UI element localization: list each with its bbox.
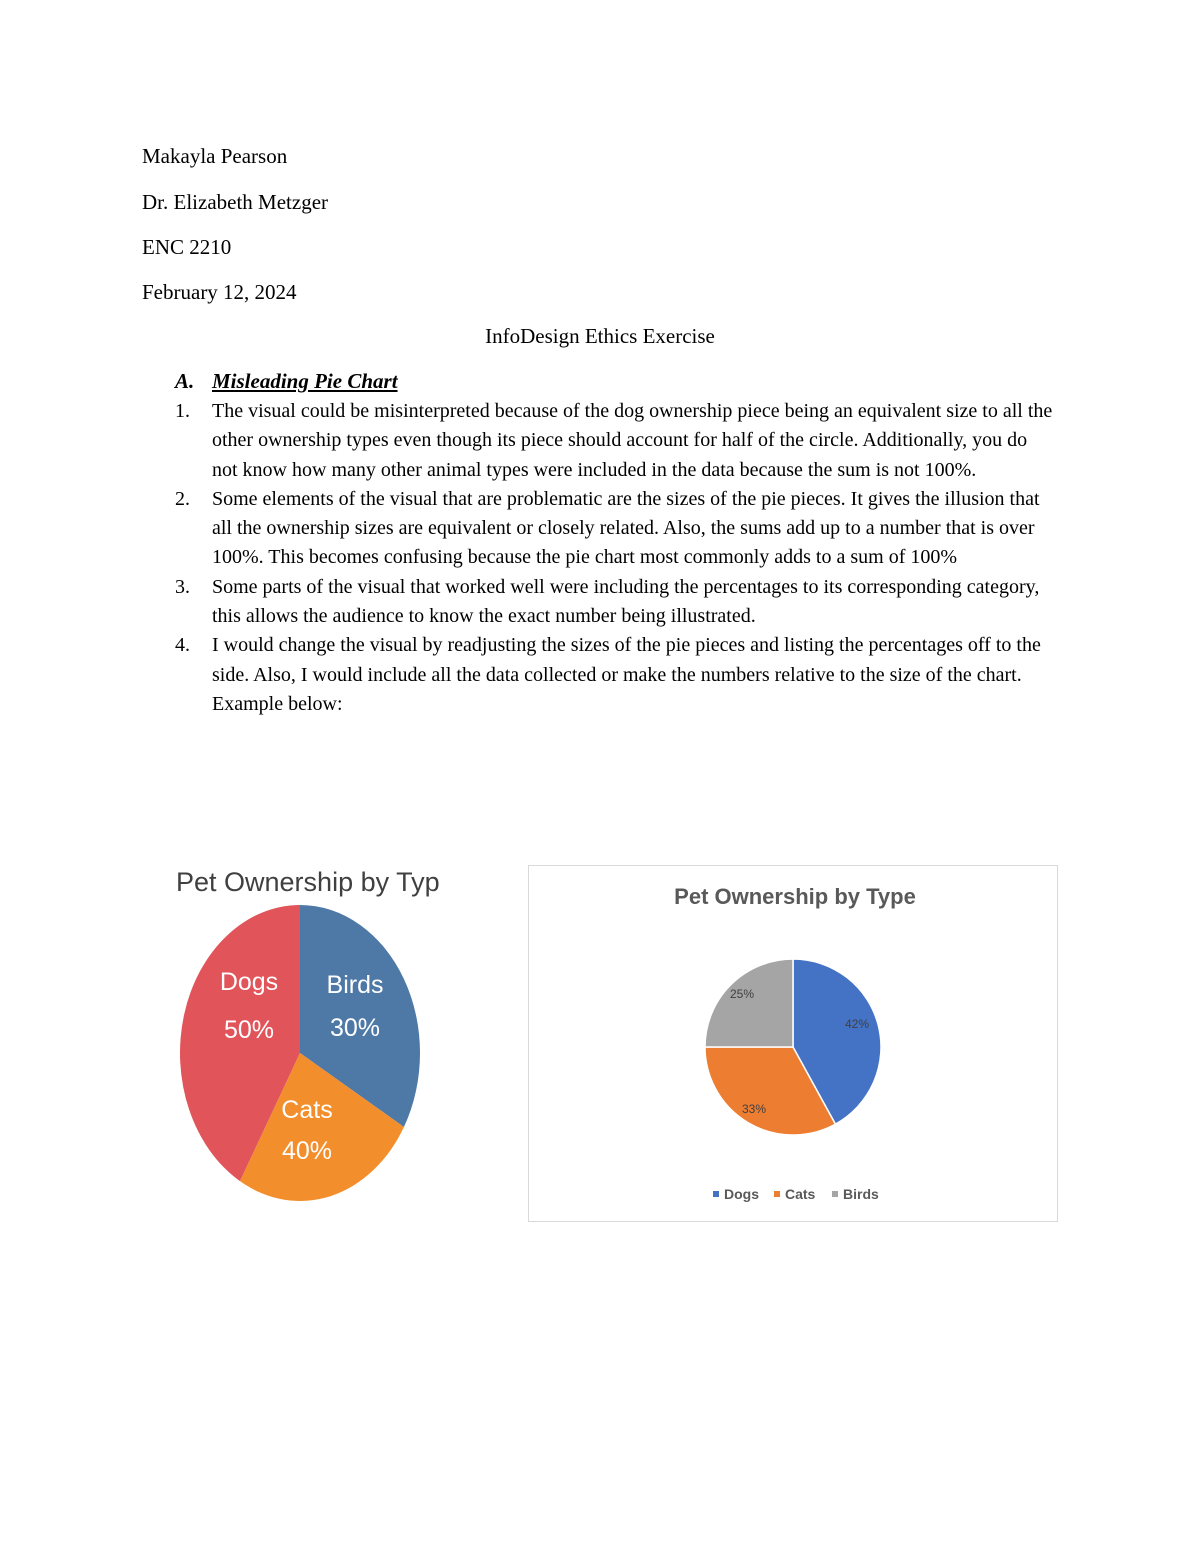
item-number: 2. <box>175 487 190 510</box>
item-text: Some elements of the visual that are problematic are the sizes of the pie pieces. It gives the illusion that all the ownership sizes are equivalent or closely related. Also, the sums add up to a number that is over 100%. This becomes confusing because the pie chart most commonly adds to a sum of 100% <box>212 487 1040 569</box>
slice-label-cats: Cats <box>281 1096 333 1124</box>
slice-value-birds: 30% <box>329 1014 381 1042</box>
slice-value-dogs: 42% <box>844 1017 870 1031</box>
pie-slices <box>705 959 881 1135</box>
list-item <box>175 631 1055 719</box>
document-date: February 12, 2024 <box>142 280 297 304</box>
item-number: 3. <box>175 575 190 598</box>
document-title: InfoDesign Ethics Exercise <box>485 324 715 348</box>
slice-value-cats: 33% <box>741 1102 767 1116</box>
legend-swatch-birds <box>832 1191 838 1197</box>
legend-label-dogs: Dogs <box>724 1186 759 1202</box>
slice-value-dogs: 50% <box>223 1016 275 1044</box>
instructor-name: Dr. Elizabeth Metzger <box>142 190 329 214</box>
legend-label-birds: Birds <box>843 1186 879 1202</box>
pie-slice-birds <box>705 959 793 1047</box>
slice-value-cats: 40% <box>281 1137 333 1165</box>
misleading-pie-svg <box>170 860 440 1210</box>
misleading-pie-chart <box>170 860 440 1210</box>
list-item <box>175 397 1055 485</box>
item-text: Some parts of the visual that worked well were including the percentages to its corresponding category, this allows the audience to know the exact number being illustrated. <box>212 575 1040 628</box>
list-item <box>175 485 1055 573</box>
slice-value-birds: 25% <box>729 987 755 1001</box>
item-number: 1. <box>175 400 190 422</box>
chart-title: Pet Ownership by Type <box>176 867 440 897</box>
item-text: The visual could be misinterpreted because of the dog ownership piece being an equivalent size to all the other ownership types even though its piece should account for half of the circle. Additionally, you do not know how many other animal types were included in the data because the sum is not 100%. <box>212 400 1053 481</box>
item-text: I would change the visual by readjusting the sizes of the pie pieces and listing the percentages off to the side. Also, I would include all the data collected or make the numbers relative to the size of the chart. Example below: <box>212 634 1041 715</box>
legend-swatch-cats <box>774 1191 780 1197</box>
corrected-pie-chart <box>528 865 1058 1222</box>
section-heading <box>175 367 398 395</box>
slice-label-birds: Birds <box>326 971 384 999</box>
chart-title: Pet Ownership by Type <box>674 884 916 909</box>
legend <box>713 1186 879 1202</box>
legend-label-cats: Cats <box>785 1186 816 1202</box>
corrected-pie-svg <box>529 866 1057 1221</box>
section-letter: A. <box>175 369 195 393</box>
section-title: Misleading Pie Chart <box>212 369 398 393</box>
answer-list <box>175 397 1055 719</box>
item-number: 4. <box>175 634 190 657</box>
legend-swatch-dogs <box>713 1191 719 1197</box>
student-name: Makayla Pearson <box>142 144 288 168</box>
list-item <box>175 573 1055 632</box>
course-code: ENC 2210 <box>142 235 232 259</box>
slice-label-dogs: Dogs <box>219 968 279 996</box>
